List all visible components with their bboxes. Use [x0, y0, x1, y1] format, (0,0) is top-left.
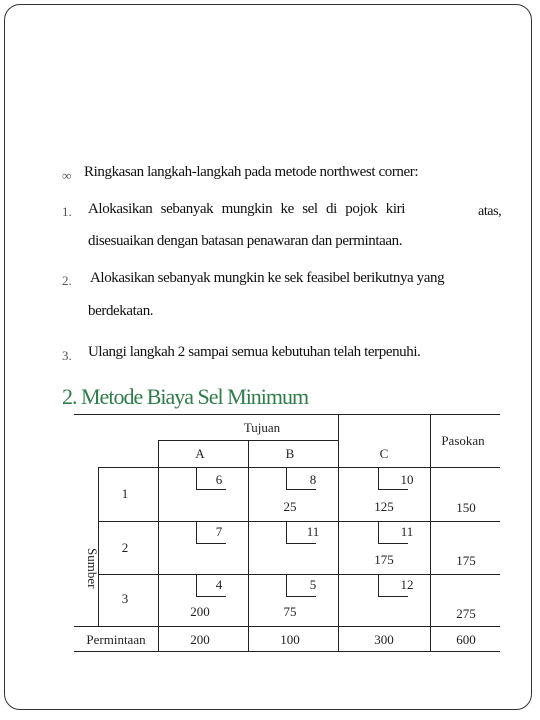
header-col-a: A	[195, 446, 205, 461]
alloc-1c: 125	[374, 499, 394, 514]
step-3-number: 3.	[62, 348, 72, 363]
summary-intro: Ringkasan langkah-langkah pada metode northwest corner:	[84, 164, 419, 180]
demand-a: 200	[190, 632, 210, 647]
col-a-left-line	[158, 440, 159, 651]
step-1-number: 1.	[62, 204, 72, 219]
total: 600	[456, 632, 476, 647]
header-col-b: B	[285, 446, 295, 461]
cost-1a: 6	[215, 472, 223, 487]
step-1-line1-tail: atas,	[478, 204, 502, 219]
cost-2b: 11	[306, 524, 320, 539]
supply-1: 150	[456, 500, 476, 515]
demand-b: 100	[280, 632, 300, 647]
supply-3: 275	[456, 606, 476, 621]
header-sumber: Sumber	[85, 548, 100, 589]
step-3-line1: Ulangi langkah 2 sampai semua kebutuhan telah terpenuhi.	[88, 344, 421, 360]
cost-3b: 5	[309, 577, 317, 592]
demand-c: 300	[374, 632, 394, 647]
demand-label: Permintaan	[86, 632, 146, 647]
step-2-number: 2.	[62, 273, 72, 288]
step-2-line1: Alokasikan sebanyak mungkin ke sek feasibel berikutnya yang	[90, 270, 445, 286]
section-title: 2. Metode Biaya Sel Minimum	[62, 384, 309, 409]
row-2-label: 2	[121, 540, 129, 555]
alloc-3a: 200	[190, 604, 210, 619]
pasokan-left-line	[430, 414, 431, 651]
alloc-3b: 75	[283, 604, 297, 619]
cost-1c: 10	[400, 472, 414, 487]
col-b-left-line	[248, 440, 249, 651]
step-1-line1: Alokasikan sebanyak mungkin ke sel di pojok kiri	[88, 201, 406, 217]
step-2-line2: berdekatan.	[88, 303, 154, 319]
step-1-line2: disesuaikan dengan batasan penawaran dan permintaan.	[88, 233, 403, 249]
table-bottom-line	[74, 651, 500, 652]
table-top-line	[74, 414, 500, 415]
alloc-2c: 175	[374, 552, 394, 567]
bullet-icon: ∞	[62, 168, 72, 183]
row3-bottom-line	[74, 626, 500, 627]
row-3-label: 3	[121, 591, 129, 606]
sumber-divider	[98, 467, 99, 626]
alloc-1b: 25	[283, 499, 297, 514]
header-col-c: C	[379, 446, 389, 461]
cost-3c: 12	[400, 577, 414, 592]
supply-2: 175	[456, 553, 476, 568]
cost-3a: 4	[215, 577, 223, 592]
header-pasokan: Pasokan	[441, 433, 485, 448]
header-tujuan: Tujuan	[243, 420, 281, 435]
cost-2c: 11	[400, 524, 414, 539]
row-1-label: 1	[121, 486, 129, 501]
col-c-left-line	[338, 414, 339, 651]
cost-1b: 8	[309, 472, 317, 487]
cost-2a: 7	[215, 524, 223, 539]
